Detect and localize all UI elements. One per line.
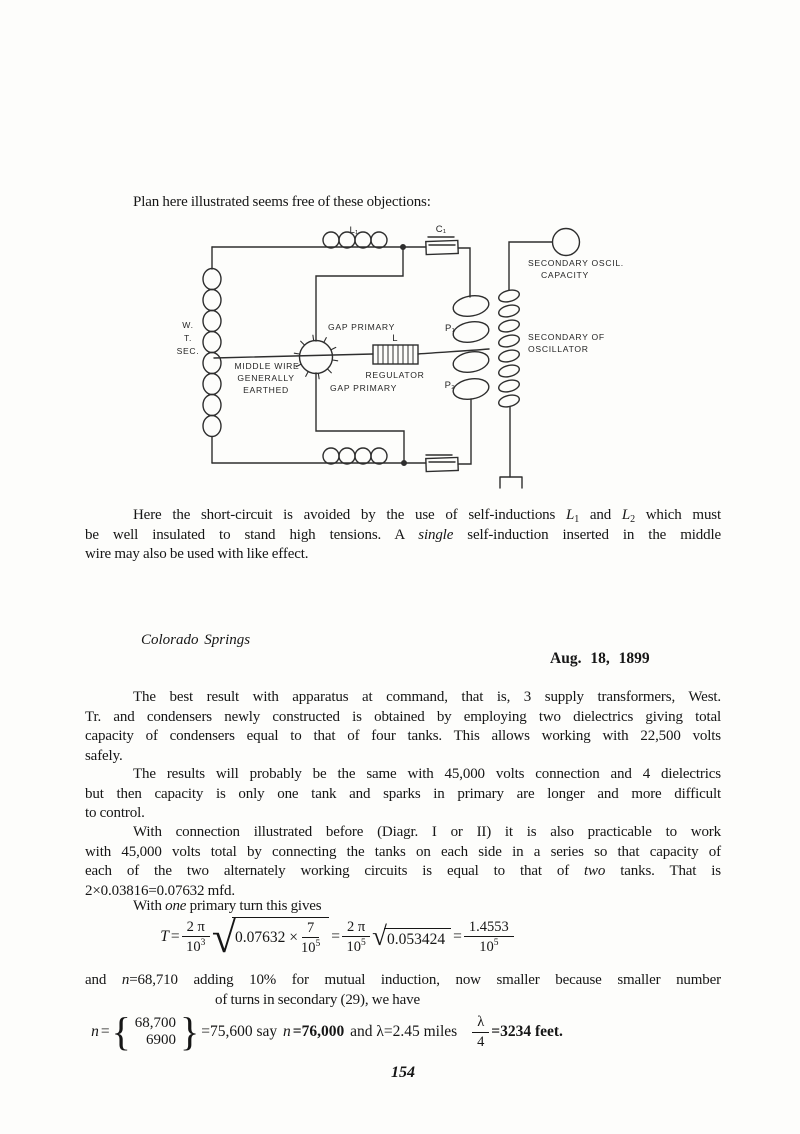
- primary-coil: [452, 293, 491, 402]
- equals-sign: =: [100, 1023, 110, 1040]
- text-line: of turns in secondary (29), we have: [215, 991, 420, 1008]
- radical-sign: √: [211, 913, 236, 963]
- text-line: With one primary turn this gives: [133, 898, 322, 914]
- fraction-7-10e5: $\frac{7}{10^5}$: [300, 920, 321, 957]
- earth-symbol: [500, 477, 522, 488]
- formula-n-var: n: [283, 1023, 291, 1040]
- label-middle-wire-1: MIDDLE WIRE: [234, 361, 300, 371]
- text-line: to control.: [85, 805, 145, 821]
- label-middle-wire-2: GENERALLY: [237, 373, 295, 383]
- formula-turns: [9, 1009, 645, 1054]
- formula-T-lhs: T: [160, 927, 169, 945]
- text-line: safely.: [85, 747, 123, 764]
- fraction-result-period: $\frac{1.4553}{10^5}$: [464, 919, 514, 955]
- label-regulator-l: L: [392, 333, 398, 344]
- formula-n-bold-value: =76,000: [292, 1023, 345, 1040]
- text-line: The best result with apparatus at command, that is, 3 supply transformers, West.: [133, 689, 721, 705]
- close-brace: }: [180, 1009, 200, 1054]
- text-line: With connection illustrated before (Diagr. I or II) it is also practicable to work: [133, 824, 721, 840]
- paragraph-results-probably: [85, 765, 721, 824]
- paragraph-and-n: [85, 971, 721, 1010]
- open-brace: {: [111, 1009, 131, 1054]
- formula-n-mid2: and λ=2.45 miles: [346, 1023, 458, 1040]
- intro-sentence: Plan here illustrated seems free of these objections:: [133, 194, 431, 210]
- fraction-lambda-4: $\frac{\lambda}{4}$: [472, 1014, 489, 1049]
- fraction-2pi-10e5: $\frac{2 \pi}{10^5}$: [342, 919, 370, 955]
- text-line: Here the short-circuit is avoided by the use of self-inductions $L_1$ and $L_2$ which must: [133, 507, 721, 525]
- text-line: The results will probably be the same with 45,000 volts connection and 4 dielectrics: [133, 766, 721, 782]
- text-line: capacity of condensers equal to that of four tanks. This allows working with 22,500 volts: [85, 728, 721, 744]
- middle-wire: [214, 354, 373, 358]
- c2-capacitor: [426, 399, 471, 472]
- label-l1: L₁: [349, 225, 359, 236]
- c1-capacitor: [426, 237, 470, 297]
- paragraph-best-result: [85, 688, 721, 766]
- label-gap-primary-bottom: GAP PRIMARY: [330, 383, 398, 393]
- l1-inductor: [212, 232, 426, 248]
- l2-inductor: [212, 448, 426, 464]
- label-p1: P₁: [445, 323, 455, 334]
- paragraph-short-circuit: [85, 506, 721, 565]
- formula-n-lhs: n: [91, 1023, 99, 1040]
- dateline-place: Colorado Springs: [141, 632, 251, 648]
- radical-sign: √: [372, 920, 387, 951]
- label-sec: SEC.: [176, 346, 200, 356]
- junction-dot-bottom: [402, 461, 407, 466]
- text-line: 2×0.03816=0.07632 mfd.: [85, 882, 235, 899]
- label-oscillator: OSCILLATOR: [528, 344, 589, 354]
- label-w: W.: [182, 320, 194, 330]
- fraction-2pi-10e3: $\frac{2 \pi}{10^3}$: [182, 919, 210, 955]
- paragraph-connection: [85, 823, 721, 901]
- wt-secondary-coil: [203, 247, 221, 463]
- label-regulator: REGULATOR: [365, 370, 425, 380]
- text-line: each of the two alternately working circuits is equal to that of two tanks. That is: [85, 863, 721, 879]
- formula-n-mid1: =75,600 say: [201, 1023, 282, 1040]
- radical-0053424: √ 0.053424: [372, 925, 451, 949]
- equals-sign: =: [453, 927, 462, 945]
- equals-sign: =: [331, 927, 340, 945]
- formula-n-feet: =3234 feet.: [491, 1023, 563, 1040]
- paragraph-with-one-turn: [85, 897, 721, 917]
- text-line: Tr. and condensers newly constructed is obtained by employing two dielectrics giving total: [85, 708, 721, 725]
- capacity-ball: [553, 229, 580, 256]
- formula-period: [19, 913, 655, 963]
- label-gap-primary-top: GAP PRIMARY: [328, 322, 396, 332]
- circuit-diagram: [0, 0, 800, 520]
- label-p2: P₂: [444, 380, 455, 391]
- text-line: but then capacity is only one tank and sparks in primary are longer and more difficult: [85, 785, 721, 802]
- regulator-box: [373, 345, 489, 364]
- dateline-date: Aug. 18, 1899: [550, 650, 650, 667]
- text-line: with 45,000 volts total by connecting the tanks on each side in a series so that capacity of: [85, 843, 721, 860]
- text-line: and n=68,710 adding 10% for mutual induction, now smaller because smaller number: [85, 972, 721, 988]
- label-t: T.: [183, 333, 193, 343]
- spark-gap-wheel: [294, 335, 337, 379]
- label-secondary-oscil: SECONDARY OSCIL.: [528, 258, 624, 268]
- radical-capacity-product: √ 0.07632 × $\frac{7}{10^5}$: [212, 917, 329, 956]
- text-line: wire may also be used with like effect.: [85, 546, 309, 562]
- turns-stack: 68,700 6900: [134, 1014, 177, 1048]
- equals-sign: =: [170, 927, 180, 945]
- text-line: be well insulated to stand high tensions. A single self-induction inserted in the middle: [85, 526, 721, 543]
- page-number: 154: [391, 1064, 415, 1081]
- label-capacity: CAPACITY: [541, 270, 589, 280]
- label-c1: C₁: [435, 224, 447, 235]
- label-middle-wire-3: EARTHED: [243, 385, 289, 395]
- label-secondary-of: SECONDARY OF: [528, 332, 605, 342]
